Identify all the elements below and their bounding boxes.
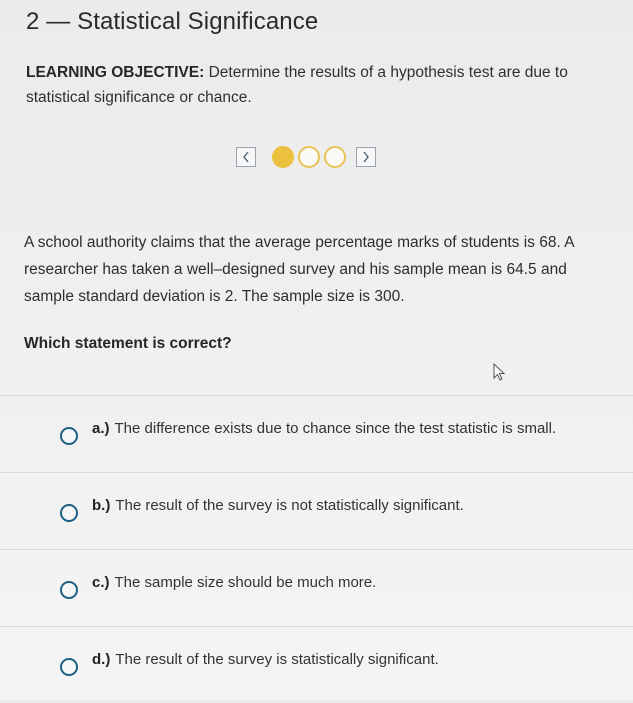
radio-button[interactable]	[60, 427, 78, 445]
option-label[interactable]	[92, 651, 439, 668]
option-letter: a.)	[92, 420, 110, 437]
prev-question-button[interactable]	[236, 147, 256, 167]
carousel-dot-2[interactable]	[298, 146, 320, 168]
radio-button[interactable]	[60, 658, 78, 676]
chevron-left-icon	[242, 151, 250, 163]
radio-button[interactable]	[60, 581, 78, 599]
question-carousel	[236, 142, 376, 172]
option-text: The sample size should be much more.	[114, 574, 377, 591]
option-d[interactable]	[0, 626, 633, 703]
option-letter: c.)	[92, 574, 110, 591]
option-a[interactable]	[0, 395, 633, 472]
option-label[interactable]	[92, 574, 376, 591]
chevron-right-icon	[362, 151, 370, 163]
option-label[interactable]	[92, 420, 556, 437]
question-prompt: Which statement is correct?	[24, 335, 232, 352]
carousel-dot-1[interactable]	[272, 146, 294, 168]
page-title: 2 — Statistical Significance	[26, 8, 319, 35]
question-text: A school authority claims that the average percentage marks of students is 68. A researcher has taken a well–designed survey and his sample mean is 64.5 and sample standard deviation is 2. The sample size is 300.	[24, 234, 574, 305]
objective-text: Determine the results of a hypothesis test are due to statistical significance or chance.	[26, 64, 568, 106]
next-question-button[interactable]	[356, 147, 376, 167]
learning-objective	[26, 60, 611, 110]
option-text: The result of the survey is not statistically significant.	[115, 497, 464, 514]
answer-options	[0, 395, 633, 703]
radio-button[interactable]	[60, 504, 78, 522]
option-c[interactable]	[0, 549, 633, 626]
mouse-cursor-icon	[490, 362, 508, 384]
option-label[interactable]	[92, 497, 464, 514]
carousel-dot-3[interactable]	[324, 146, 346, 168]
option-letter: d.)	[92, 651, 111, 668]
option-letter: b.)	[92, 497, 111, 514]
objective-label: LEARNING OBJECTIVE:	[26, 64, 205, 81]
option-b[interactable]	[0, 472, 633, 549]
option-text: The result of the survey is statistically significant.	[115, 651, 439, 668]
option-text: The difference exists due to chance since the test statistic is small.	[114, 420, 557, 437]
